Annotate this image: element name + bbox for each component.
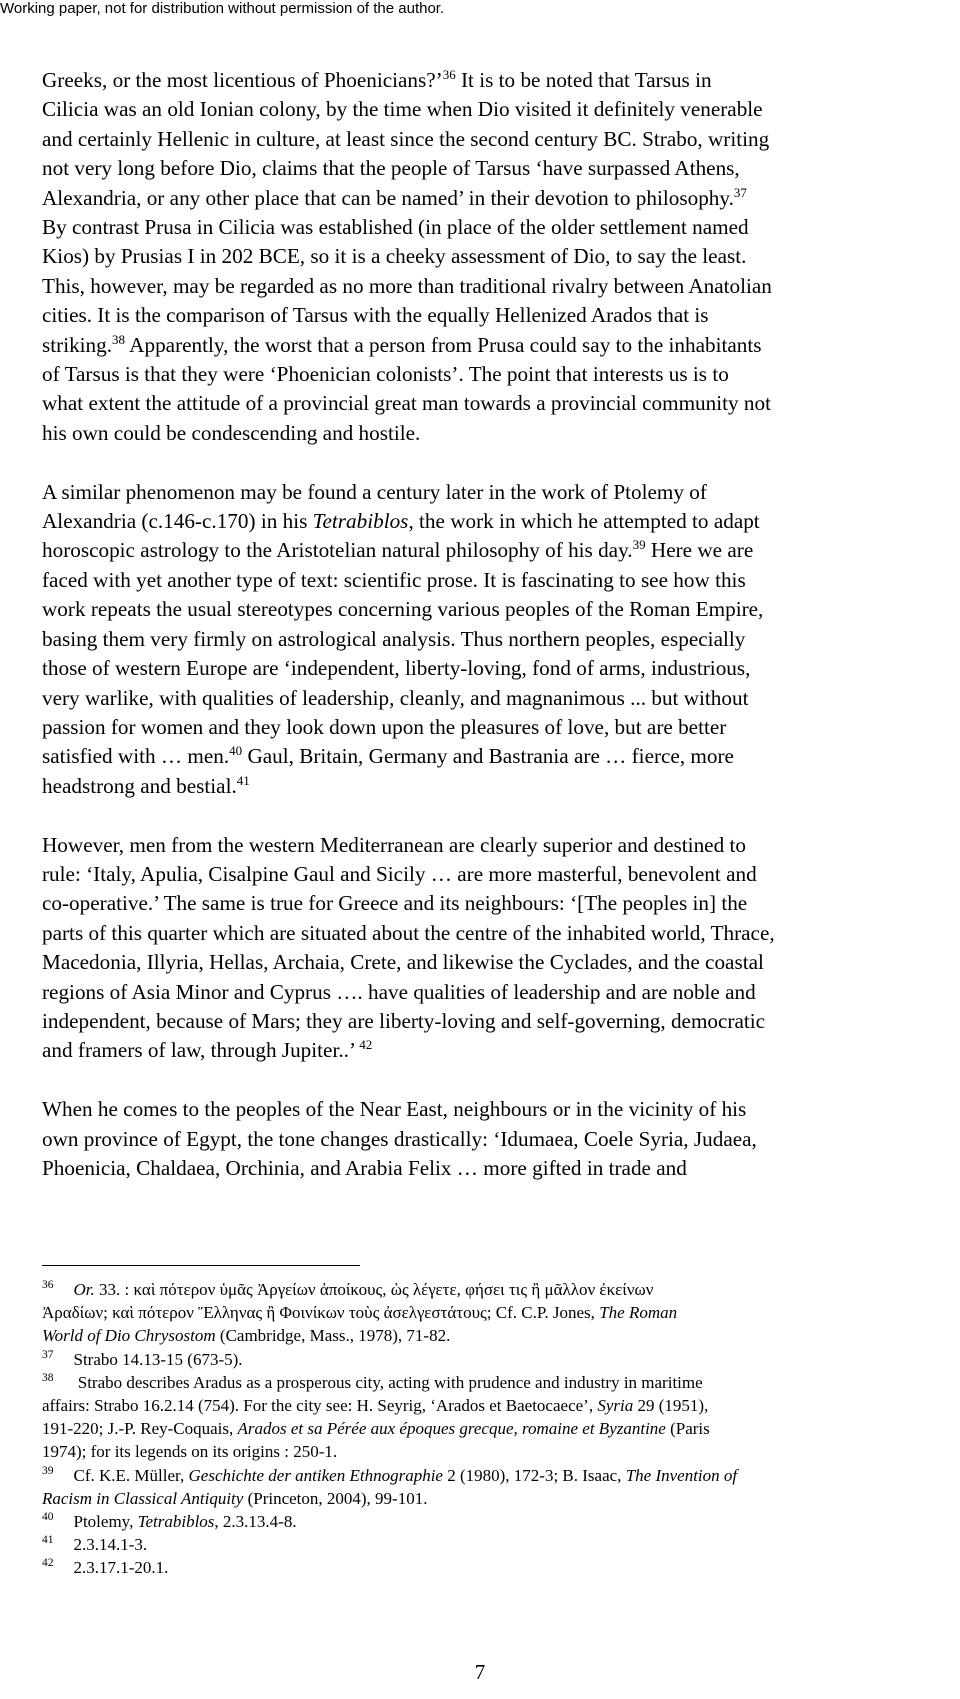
text-line: regions of Asia Minor and Cyprus …. have qualities of leadership and are noble and <box>42 979 756 1004</box>
text-line: co-operative.’ The same is true for Greece and its neighbours: ‘[The peoples in] the <box>42 891 748 916</box>
footnote-number: 42 <box>42 1557 54 1570</box>
text-line: own province of Egypt, the tone changes drastically: ‘Idumaea, Coele Syria, Judaea, <box>42 1126 757 1151</box>
footnote <box>42 1533 932 1556</box>
text-line: his own could be condescending and hostile. <box>42 420 421 445</box>
footnote-number: 37 <box>42 1348 54 1361</box>
text-line: Alexandria (c.146-c.170) in his Tetrabiblos, the work in which he attempted to adapt <box>42 509 760 534</box>
text-line: $^{41}$ 2.3.14.1-3. <box>42 1534 148 1555</box>
footnote-reference: 42 <box>356 1037 373 1053</box>
text-line: parts of this quarter which are situated about the centre of the inhabited world, Thrace, <box>42 920 775 945</box>
paragraph <box>42 831 922 1066</box>
text-line: independent, because of Mars; they are liberty-loving and self-governing, democratic <box>42 1008 766 1033</box>
text-line: By contrast Prusa in Cilicia was established (in place of the older settlement named <box>42 215 749 240</box>
paragraph <box>42 478 922 801</box>
footnote <box>42 1348 932 1371</box>
footnote-separator <box>42 1265 360 1266</box>
text-line: striking.$^{38}$ Apparently, the worst that a person from Prusa could say to the inhabitants <box>42 331 762 357</box>
text-line: Phoenicia, Chaldaea, Orchinia, and Arabia Felix … more gifted in trade and <box>42 1155 687 1180</box>
text-line: A similar phenomenon may be found a century later in the work of Ptolemy of <box>42 479 707 504</box>
italic-text: Arados et sa Pérée aux époques grecque, romaine et Byzantine <box>237 1419 666 1439</box>
text-line: Macedonia, Illyria, Hellas, Archaia, Crete, and likewise the Cyclades, and the coastal <box>42 950 764 975</box>
draft-notice-header: Working paper, not for distribution without permission of the author. <box>0 0 445 17</box>
text-line: very warlike, with qualities of leadership, cleanly, and magnanimous ... but without <box>42 685 749 710</box>
text-line: and framers of law, through Jupiter..’ $^{42}$ <box>42 1037 373 1063</box>
text-line: Cilicia was an old Ionian colony, by the time when Dio visited it definitely venerable <box>42 97 763 122</box>
text-line: satisfied with … men.$^{40}$ Gaul, Britain, Germany and Bastrania are … fierce, more <box>42 743 734 769</box>
text-line: 1974); for its legends on its origins : 250-1. <box>42 1442 338 1462</box>
text-line: World of Dio Chrysostom (Cambridge, Mass., 1978), 71-82. <box>42 1326 451 1346</box>
footnote-number: 38 <box>42 1371 54 1384</box>
footnote-number: 36 <box>42 1279 54 1291</box>
footnote-number: 39 <box>42 1464 54 1477</box>
footnote-reference: 40 <box>229 743 243 759</box>
text-line: Kios) by Prusias I in 202 BCE, so it is a cheeky assessment of Dio, to say the least. <box>42 244 747 269</box>
text-line: faced with yet another type of text: scientific prose. It is fascinating to see how this <box>42 567 746 592</box>
text-line: Alexandria, or any other place that can be named’ in their devotion to philosophy.$^{37}$ <box>42 184 747 210</box>
footnote <box>42 1464 932 1510</box>
text-line: $^{42}$ 2.3.17.1-20.1. <box>42 1557 169 1578</box>
text-line: what extent the attitude of a provincial great man towards a provincial community not <box>42 391 771 416</box>
text-line: 191-220; J.-P. Rey-Coquais, Arados et sa Pérée aux époques grecque, romaine et Byzantine (Paris <box>42 1419 710 1439</box>
text-line: and certainly Hellenic in culture, at least since the second century BC. Strabo, writing <box>42 126 770 151</box>
text-line: basing them very firmly on astrological analysis. Thus northern peoples, especially <box>42 626 746 651</box>
italic-text: The Roman <box>599 1303 678 1323</box>
text-line: passion for women and they look down upon the pleasures of love, but are better <box>42 714 727 739</box>
text-line: $^{38}$ Strabo describes Aradus as a prosperous city, acting with prudence and industry in maritime <box>42 1371 703 1392</box>
text-line: Ἀραδίων; καὶ πότερον Ἕλληνας ἢ Φοινίκων τοὺς ἀσελγεστάτους; Cf. C.P. Jones, The Roman <box>42 1303 678 1323</box>
footnotes <box>42 1278 932 1580</box>
text-line: affairs: Strabo 16.2.14 (754). For the city see: H. Seyrig, ‘Arados et Baetocaece’, Syria 29 (1951), <box>42 1396 709 1416</box>
text-line: $^{40}$ Ptolemy, Tetrabiblos, 2.3.13.4-8. <box>42 1511 297 1532</box>
page-number: 7 <box>474 1660 486 1684</box>
text-line: horoscopic astrology to the Aristotelian natural philosophy of his day.$^{39}$ Here we are <box>42 537 754 563</box>
footnote-reference: 37 <box>733 184 747 200</box>
italic-text: Geschichte der antiken Ethnographie <box>188 1465 443 1485</box>
text-line: When he comes to the peoples of the Near East, neighbours or in the vicinity of his <box>42 1097 747 1122</box>
text-line: This, however, may be regarded as no more than traditional rivalry between Anatolian <box>42 273 772 298</box>
text-line: those of western Europe are ‘independent, liberty-loving, fond of arms, industrious, <box>42 656 751 681</box>
footnote-reference: 41 <box>236 772 250 788</box>
footnote-number: 41 <box>42 1534 54 1547</box>
footnote <box>42 1556 932 1579</box>
text-line: $^{39}$ Cf. K.E. Müller, Geschichte der antiken Ethnographie 2 (1980), 172-3; B. Isaac, The Invention of <box>42 1464 738 1485</box>
text-line: rule: ‘Italy, Apulia, Cisalpine Gaul and Sicily … are more masterful, benevolent and <box>42 861 757 886</box>
text-line: $^{36}$ Or. 33. : καὶ πότερον ὑμᾶς Ἀργείων ἀποίκους, ὡς λέγετε, φήσει τις ἢ μᾶλλον ἐκείνων <box>42 1279 654 1299</box>
footnote-number: 40 <box>42 1511 54 1524</box>
text-line: Greeks, or the most licentious of Phoenicians?’$^{36}$ It is to be noted that Tarsus in <box>42 67 712 92</box>
text-line: of Tarsus is that they were ‘Phoenician colonists’. The point that interests us is to <box>42 362 729 387</box>
text-line: However, men from the western Mediterranean are clearly superior and destined to <box>42 832 746 857</box>
footnote-reference: 38 <box>112 331 126 347</box>
italic-text: Syria <box>597 1396 634 1416</box>
paragraph <box>42 66 922 448</box>
footnote <box>42 1510 932 1533</box>
footnote-reference: 36 <box>442 67 456 82</box>
italic-text: Tetrabiblos <box>312 509 409 534</box>
footnote <box>42 1278 932 1348</box>
text-line: cities. It is the comparison of Tarsus with the equally Hellenized Arados that is <box>42 303 709 328</box>
italic-text: The Invention of <box>625 1465 738 1485</box>
text-line: $^{37}$ Strabo 14.13-15 (673-5). <box>42 1348 243 1369</box>
italic-text: Racism in Classical Antiquity <box>42 1488 244 1508</box>
italic-text: World of Dio Chrysostom <box>42 1326 216 1346</box>
text-line: work repeats the usual stereotypes concerning various peoples of the Roman Empire, <box>42 597 764 622</box>
text-line: not very long before Dio, claims that the people of Tarsus ‘have surpassed Athens, <box>42 156 740 181</box>
footnote <box>42 1371 932 1464</box>
italic-text: Or. <box>73 1280 95 1299</box>
italic-text: Tetrabiblos <box>137 1512 215 1532</box>
text-line: Racism in Classical Antiquity (Princeton, 2004), 99-101. <box>42 1488 428 1508</box>
main-body-text <box>42 66 922 1183</box>
text-line: headstrong and bestial.$^{41}$ <box>42 772 250 798</box>
footnote-reference: 39 <box>632 537 646 553</box>
paragraph <box>42 1095 922 1183</box>
